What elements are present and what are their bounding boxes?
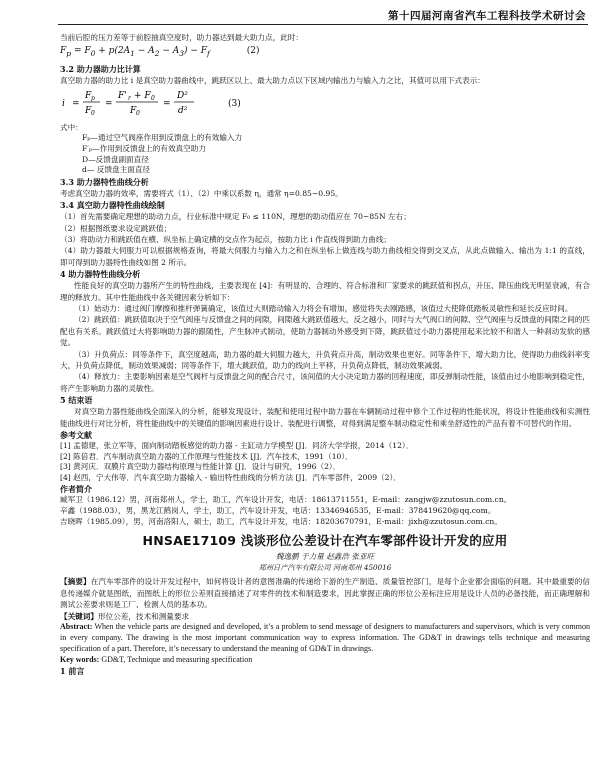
eq2-t3: ) − F: [184, 46, 208, 57]
article2-title: HNSAE17109 浅谈形位公差设计在汽车零部件设计开发的应用: [142, 533, 508, 549]
step-4: （4）助力器最大伺服力可以根据规格查询，将最大伺服力与输入力之和在纵坐标上做连线与助力曲线相交得到交叉点，从此点做输入、输出为 1:1 的直线，即可得到助力器特性曲线如图 2 所示。: [60, 246, 590, 267]
eq2-sub-a3: 3: [179, 49, 185, 59]
eq3-lhs: i: [62, 99, 65, 110]
para-3-3: 考虑真空助力器的效率，需要将式（1）、（2）中乘以系数 η，通常 η=0.85~0.95。: [60, 188, 343, 198]
eq3-ftop-sub: p: [91, 95, 95, 103]
header-rule: [58, 24, 588, 25]
author-bio-item: 臧军卫（1986.12）男，河南郑州人，学士，助工，汽车设计开发，电话：18613711551，E-mail：zangjw@zzutosun.com.cn。: [60, 495, 512, 505]
article2-abstract-en: [60, 622, 590, 654]
heading-3-2: 3.2 助力器助力比计算: [60, 63, 141, 74]
eq3-eq3: =: [163, 99, 171, 110]
para-4-item-3: （3）升负荷点：同等条件下，真空度越高，助力器的最大伺服力越大，升负荷点升高，制动效果也更好。同等条件下，增大助力比，使得助力曲线斜率变大，升负荷点降低，制动效果减弱；同等条件下，增大跳跃值，助力的线向上平移，升负荷点降低，制动效果减弱。: [60, 349, 590, 371]
symbol-line: Fₚ—通过空气阀座作用到反馈盘上的有效输入力: [82, 133, 243, 143]
step-3: （3）将助动力和跳跃值在横、纵坐标上确定横的交点作为起点，按助力比 i 作直线得到助力曲线；: [60, 235, 392, 245]
eq3-midplus: + F: [134, 91, 151, 102]
eq2-lhs-sub: p: [66, 49, 72, 59]
para-4-item-1: （1）始动力：通过阀门摩擦和推杆弹簧确定，该值过大则踏动输入力将会有增加，感觉将失去刚踏感，该值过大使降低踏板灵敏性和延长反应时间。: [74, 304, 573, 314]
body-text: [60, 32, 590, 677]
journal-title: 第十四届河南省汽车工程科技学术研讨会: [388, 10, 586, 22]
eq3-eq1: =: [72, 99, 80, 110]
keywords-cn-label: 【关键词】: [60, 611, 98, 621]
symbol-line: D—反馈盘副面直径: [82, 154, 149, 164]
eq2-sub-f: f: [207, 49, 210, 59]
abstract-en-label: Abstract:: [60, 622, 93, 632]
keywords-en-label: Key words:: [60, 654, 100, 664]
article2-authors: 魏逸鹏 于力量 赵鑫浩 张亚旺: [275, 551, 375, 561]
article2-affiliation: 郑州日产汽车有限公司 河南郑州 450016: [258, 563, 392, 573]
eq3-eq2: =: [105, 99, 113, 110]
eq3-number: (3): [228, 99, 241, 110]
symbol-line: d— 反馈盘主面直径: [82, 165, 151, 175]
author-bio-item: 吉晓晖（1985.09），男，河南洛阳人，硕士，助工，汽车设计开发，电话：18203670791，E-mail：jixh@zzutosun.com.cn。: [60, 516, 502, 526]
eq3-rbot: d²: [178, 106, 188, 117]
heading-3-3: 3.3 助力器特性曲线分析: [60, 176, 149, 187]
eq3-midbot-sub: 0: [136, 110, 140, 118]
abstract-cn-text: 在汽车零部件的设计开发过程中，如何将设计者的意图准确的传递给下游的生产制造、质量管控部门，是每个企业都会面临的问题。其中最重要的信息传递媒介就是图纸，而图纸上的形位公差则直接描述了对零件的技术和制造要求，因此掌握正确的形位公差标注应用是设计人员的必备技能，而正确理解和测试公差要求则是工厂、检测人员的基本功。: [60, 577, 590, 610]
author-bio-title: 作者简介: [60, 484, 92, 495]
where-label: 式中：: [60, 123, 83, 133]
symbol-list: [60, 133, 590, 175]
eq2-lhs: F: [60, 46, 67, 57]
eq2-sub-a1: 1: [130, 49, 135, 59]
eq3-ftop: F: [85, 91, 92, 102]
eq3-fbot: F: [85, 106, 92, 117]
heading-3-4: 3.4 真空助力器特性曲线绘制: [60, 200, 165, 211]
eq2-rest: + p(2A: [95, 46, 131, 57]
author-bio-list: [60, 495, 590, 527]
abstract-en-text: When the vehicle parts are designed and developed, it’s a problem to send message of designers to manufacturers and supervisors, which is very common in every company. The drawing is the most important communication way to express information. The GD&T in drawings tells technique and measuring specification of a part. Therefore, it’s necessary to understand the meaning of GD&T in drawings.: [60, 622, 590, 653]
equation-2: [60, 46, 590, 59]
keywords-cn-text: 形位公差，技术和测量要求: [97, 611, 190, 621]
eq2-t1: − A: [134, 46, 155, 57]
eq2-rhs: = F: [73, 46, 91, 57]
author-bio-item: 辛鑫（1988.03），男，黑龙江鹤岗人，学士，助工，汽车设计开发，电话：13346946535，E-mail：378419620@qq.com。: [60, 506, 496, 516]
eq3-rtop: D²: [177, 91, 188, 102]
running-header: [0, 0, 600, 28]
article2-keywords-cn: [60, 611, 590, 622]
step-2: （2）根据图纸要求设定跳跃值；: [60, 223, 172, 233]
article2-keywords-en: [60, 655, 590, 666]
article2-section-1: 1 前言: [60, 666, 85, 677]
references-title: 参考文献: [60, 430, 92, 441]
reference-item: [2] 陈倍君．汽车制动真空助力器的工作原理与性能技术 [J]．汽车技术，1991（10）．: [60, 451, 353, 461]
reference-item: [3] 黄河庆．双膜片真空助力器结构原理与性能计算 [J]．设计与研究，1996（2）．: [60, 462, 341, 472]
para-5: 对真空助力器性能曲线全面深入的分析，能够发现设计、装配和使用过程中助力器在车辆制动过程中修个工作过程的性能状况，将设计性能曲线和实测性能曲线进行对比分析，将性能曲线中的关键值的影响因素进行设计、装配进行调整，对得到满足整车制动稳定性和乘坐舒适性的产品有着不可替代的作用。: [60, 407, 590, 428]
eq2-sub-a2: 2: [154, 49, 160, 59]
eq3-midbot: F: [130, 106, 137, 117]
heading-5: 5 结束语: [60, 395, 93, 406]
eq3-midplus-sub: 0: [151, 95, 155, 103]
abstract-cn-label: 【摘要】: [60, 577, 91, 587]
para-4-item-2: （2）跳跃值：跳跃值取决于空气阀座与反馈盘之间的间隙，间隙越大跳跃值越大，反之越小，同时与大气阀口的间隙、空气阀座与反馈盘的间隙之间的匹配也有关系。跳跃值过大将影响助力器的跟随性，产生脉冲式制动，使助力器制动外感受到下降，跳跃值过小助力器使用起来比较不和谐人一种刹动发软的感觉。: [60, 315, 590, 348]
para-4a: 性能良好的真空助力器所产生的特性曲线，主要表现在 [4]：有明显的、合理的、符合标准和厂家要求的跳跃值和拐点，升压、降压曲线无明显衰减，有合理的释放力。其中性能曲线中各关键因素分析如下：: [60, 281, 590, 302]
step-1: （1）首先需要确定理想的助动力点，行业标准中规定 F₀ ≤ 110N，理想的助动值应在 70~85N 左右；: [60, 212, 411, 222]
eq2-t2: − A: [159, 46, 180, 57]
reference-item: [1] 孟德建，张立军等，面向制动踏板感觉的助力器 - 主缸动力学模型 [J]．同济大学学报，2014（12）．: [60, 441, 414, 451]
symbol-line: F′ₚ—作用到反馈盘上的有效真空助力: [82, 144, 206, 154]
eq2-number: (2): [246, 46, 260, 57]
heading-4: 4 助力器特性曲线分析: [60, 269, 141, 280]
article2-abstract-cn: [60, 576, 590, 610]
references-list: [60, 441, 590, 483]
equation-3: [60, 88, 590, 118]
para-3-2: 真空助力器的助力比 i 是真空助力器曲线中，跳跃区以上、最大助力点以下区域内输出力与输入力之比，其值可以用下式表示：: [60, 75, 485, 85]
para-4-item-4: （4）释放力：主要影响因素是空气阀杆与反馈盘之间的配合尺寸，该间值的大小决定助力器的回程速度，即反弹制动性能，该值由过小地影响到稳定性，将产生影响助力器的灵敏性。: [60, 372, 590, 393]
eq3-midtop-sub: r: [128, 95, 131, 103]
reference-item: [4] 赵西，宁大伟等．汽车真空助力器输入 - 输出特性曲线的分析方法 [J]．汽车零部件，2009（2）．: [60, 472, 401, 482]
keywords-en-text: GD&T, Technique and measuring specification: [101, 654, 253, 664]
eq3-fbot-sub: 0: [91, 110, 95, 118]
eq2-rhs-sub: 0: [90, 49, 96, 59]
intro-line: 当前后腔的压力差等于前腔抽真空度时，助力器达到最大助力点，此时：: [60, 33, 303, 42]
eq3-midtop: F': [118, 91, 127, 102]
